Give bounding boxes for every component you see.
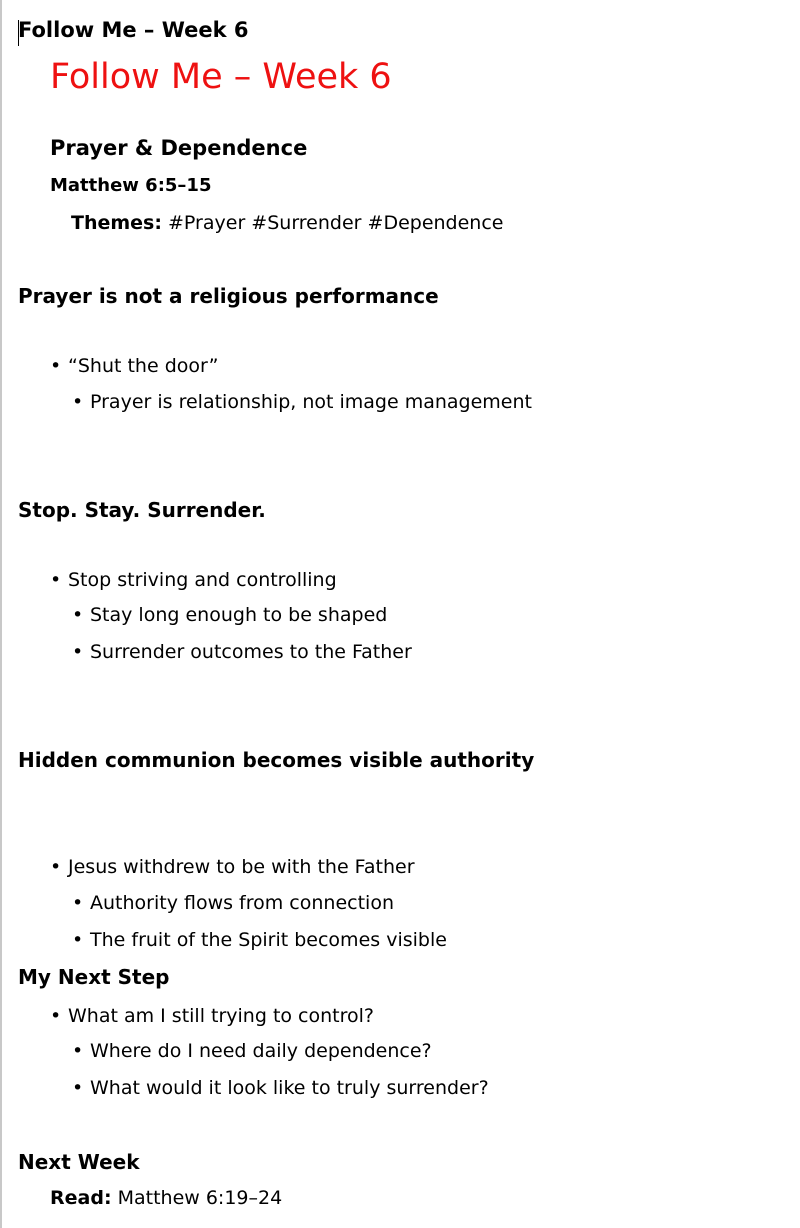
list-item[interactable] [50,858,415,877]
list-item[interactable] [72,606,387,625]
read-value: Matthew 6:19–24 [111,1187,283,1209]
bullet-icon: • [72,604,84,626]
page-left-border [0,0,2,1228]
list-item[interactable] [72,931,447,950]
document-heading[interactable]: Follow Me – Week 6 [18,18,249,42]
bullet-icon: • [72,1077,84,1099]
section-heading[interactable]: Prayer is not a religious performance [18,284,439,308]
list-item-text: Where do I need daily dependence? [90,1040,432,1062]
themes-value: #Prayer #Surrender #Dependence [161,212,504,234]
next-week-reading[interactable] [50,1189,282,1208]
list-item-text: The fruit of the Spirit becomes visible [90,929,447,951]
bullet-icon: • [50,569,62,591]
list-item[interactable] [72,1079,489,1098]
themes-label: Themes: [71,212,162,234]
list-item[interactable] [50,357,218,376]
read-label: Read: [50,1187,112,1209]
scripture-reference[interactable]: Matthew 6:5–15 [50,175,212,196]
bullet-icon: • [72,892,84,914]
next-week-heading[interactable]: Next Week [18,1150,140,1174]
bullet-icon: • [72,1040,84,1062]
list-item-text: Stay long enough to be shaped [90,604,388,626]
section-heading[interactable]: Stop. Stay. Surrender. [18,498,266,522]
list-item[interactable] [72,643,412,662]
list-item-text: What would it look like to truly surrender? [90,1077,489,1099]
list-item[interactable] [72,1042,432,1061]
list-item-text: Surrender outcomes to the Father [90,641,412,663]
bullet-icon: • [72,929,84,951]
list-item[interactable] [72,393,532,412]
list-item[interactable] [50,571,337,590]
list-item-text: “Shut the door” [68,355,219,377]
list-item-text: Stop striving and controlling [68,569,337,591]
page-title[interactable]: Follow Me – Week 6 [50,57,392,97]
bullet-icon: • [50,355,62,377]
bullet-icon: • [50,856,62,878]
bullet-icon: • [72,641,84,663]
list-item[interactable] [50,1007,374,1026]
themes-line[interactable] [71,214,503,233]
list-item-text: Authority flows from connection [90,892,394,914]
list-item-text: Prayer is relationship, not image management [90,391,532,413]
list-item-text: What am I still trying to control? [68,1005,375,1027]
bullet-icon: • [72,391,84,413]
bullet-icon: • [50,1005,62,1027]
section-heading[interactable]: My Next Step [18,965,170,989]
section-heading[interactable]: Hidden communion becomes visible authority [18,748,535,772]
page-subtitle[interactable]: Prayer & Dependence [50,136,308,160]
list-item-text: Jesus withdrew to be with the Father [68,856,415,878]
list-item[interactable] [72,894,394,913]
